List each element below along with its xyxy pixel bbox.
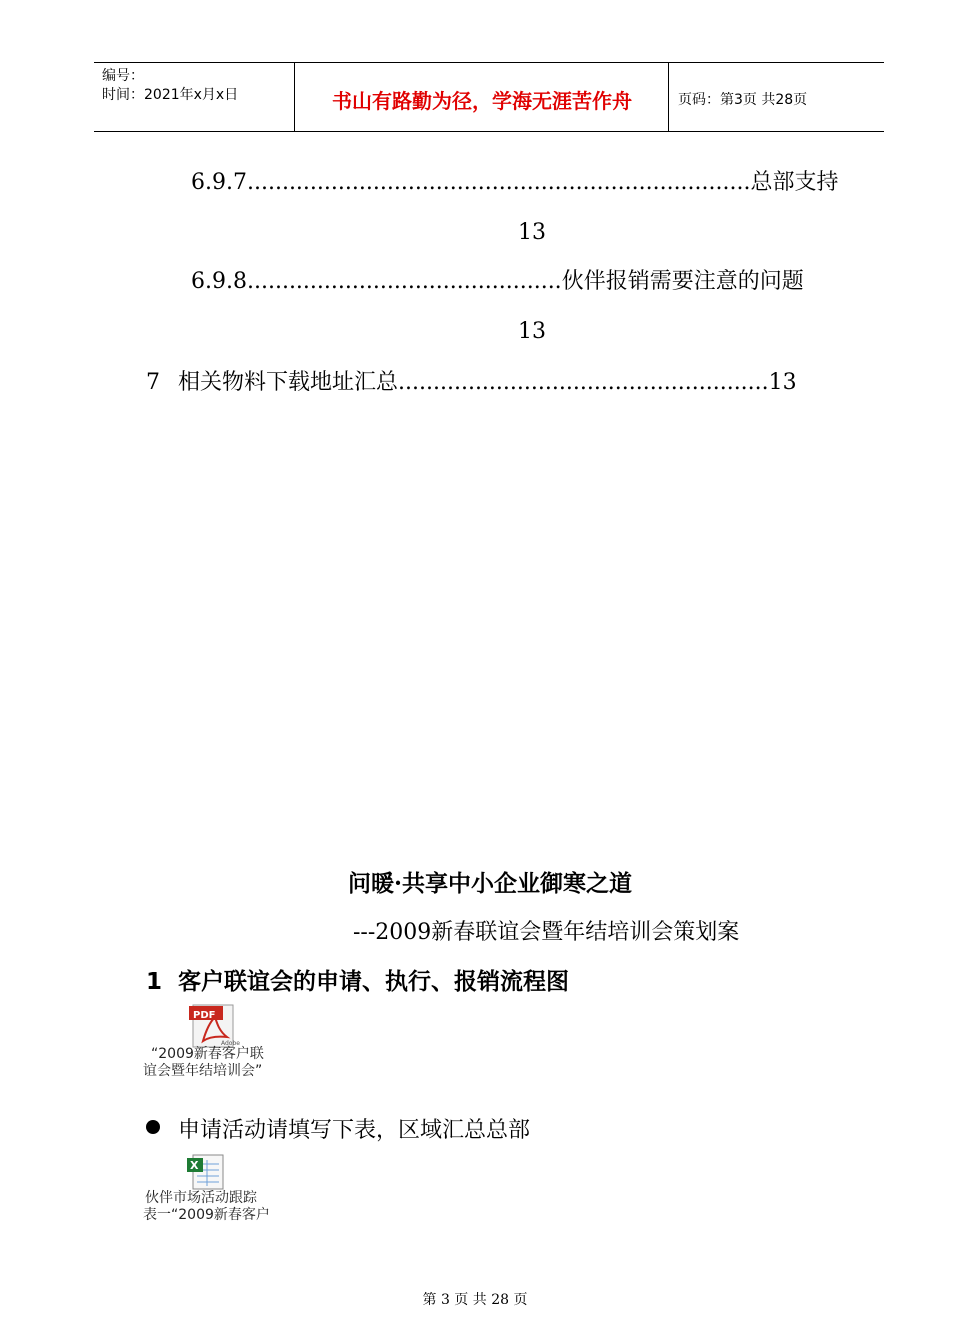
toc-entry-title: 相关物料下载地址汇总 (178, 370, 399, 395)
attachment-label: 伙伴市场活动跟踪 (145, 1190, 257, 1206)
header-meta (102, 67, 238, 105)
toc-page-number: 13 (518, 220, 546, 245)
toc-entry-number: 7 (146, 370, 160, 395)
time-label: 时间：2021年x月x日 (102, 87, 239, 103)
toc-entry-title: 总部支持 (750, 170, 839, 195)
document-title: 问暖·共享中小企业御寒之道 (347, 870, 632, 897)
section-title: 客户联谊会的申请、执行、报销流程图 (178, 969, 570, 995)
toc-leader: ............................................. (246, 269, 562, 294)
bullet-item (146, 1113, 530, 1144)
bullet-text: 申请活动请填写下表，区域汇总总部 (178, 1118, 531, 1143)
toc-entry-number: 6.9.8 (191, 269, 247, 294)
document-subtitle: ---2009新春联谊会暨年结培训会策划案 (353, 920, 740, 945)
toc-leader: ..................................................... (398, 370, 769, 395)
pdf-badge: PDF (193, 1010, 216, 1021)
header-divider (294, 63, 295, 131)
page-footer: 第 3 页 共 28 页 (422, 1292, 528, 1308)
attachment-label: 表一“2009新春客户 (143, 1207, 270, 1223)
toc-entry[interactable] (146, 369, 797, 397)
attachment-label: “2009新春客户联 (151, 1046, 264, 1062)
header-page-info: 页码：第3页 共28页 (678, 92, 808, 108)
svg-text:Adobe: Adobe (221, 1040, 240, 1047)
header-motto: 书山有路勤为径，学海无涯苦作舟 (332, 89, 632, 113)
section-number: 1 (146, 969, 163, 995)
page-header (94, 62, 884, 132)
header-divider (668, 63, 669, 131)
bullet-icon (146, 1120, 160, 1134)
excel-icon (185, 1152, 227, 1192)
section-heading (146, 963, 569, 996)
toc-entry[interactable] (191, 268, 804, 296)
toc-entry-title: 伙伴报销需要注意的问题 (561, 269, 804, 294)
toc-entry-number: 6.9.7 (191, 170, 247, 195)
toc-page-number: 13 (768, 370, 797, 395)
toc-entry[interactable] (191, 169, 839, 197)
attachment-label: 谊会暨年结培训会” (143, 1063, 263, 1079)
svg-text:X: X (190, 1159, 199, 1172)
toc-page-number: 13 (518, 319, 546, 344)
number-label: 编号： (102, 68, 144, 84)
toc-leader: ........................................................................ (246, 170, 751, 195)
